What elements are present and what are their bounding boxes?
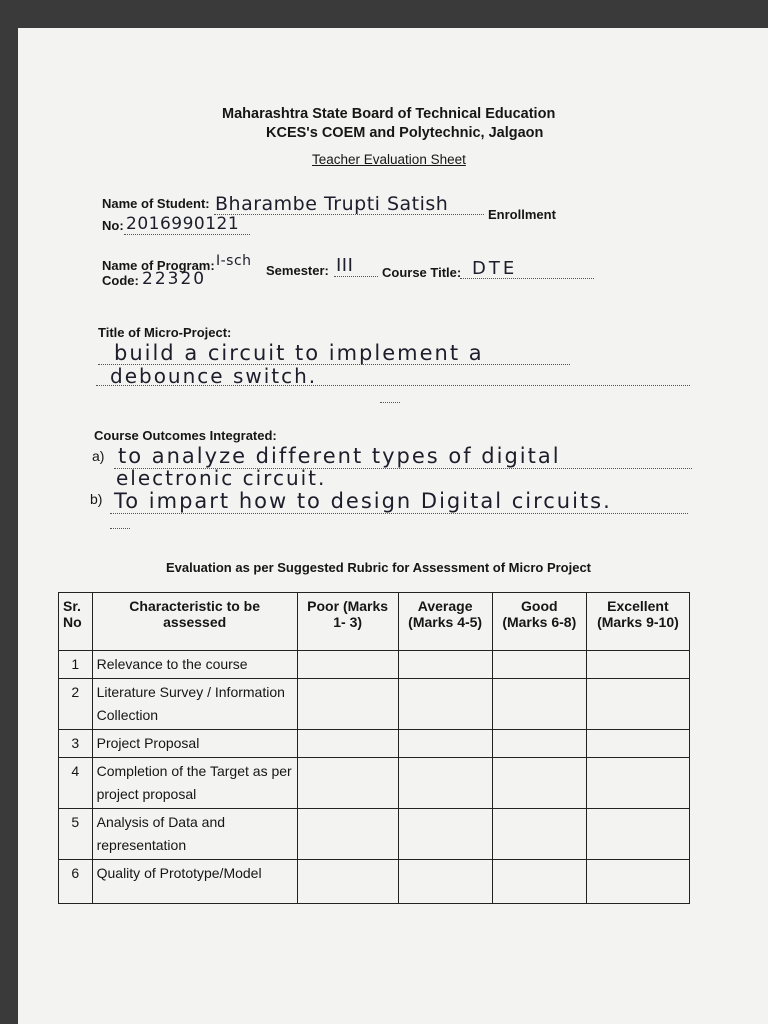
row-characteristic: Analysis of Data and representation xyxy=(92,809,297,860)
header-characteristic: Characteristic to be assessed xyxy=(92,593,297,651)
cell-good[interactable] xyxy=(492,860,586,904)
cell-average[interactable] xyxy=(398,730,492,758)
row-sr: 4 xyxy=(59,758,93,809)
row-characteristic: Literature Survey / Information Collection xyxy=(92,679,297,730)
table-row xyxy=(59,758,690,809)
header-sr: Sr. No xyxy=(59,593,93,651)
program-label: Name of Program: xyxy=(102,258,215,273)
student-name-value: Bharambe Trupti Satish xyxy=(215,193,449,215)
micro-project-title-1: build a circuit to implement a xyxy=(114,341,484,365)
student-name-label: Name of Student: xyxy=(102,196,210,211)
course-title-value: DTE xyxy=(472,258,518,279)
row-characteristic: Quality of Prototype/Model xyxy=(92,860,297,904)
cell-average[interactable] xyxy=(398,809,492,860)
cell-excellent[interactable] xyxy=(586,651,689,679)
outcomes-label: Course Outcomes Integrated: xyxy=(94,428,277,443)
cell-poor[interactable] xyxy=(297,651,398,679)
code-label: Code: xyxy=(102,273,139,288)
code-value: 22320 xyxy=(142,269,207,289)
outcome-a-text-1: to analyze different types of digital xyxy=(118,444,561,468)
outcome-b-text-1: To impart how to design Digital circuits. xyxy=(114,489,612,513)
header-excellent: Excellent (Marks 9-10) xyxy=(586,593,689,651)
rubric-title: Evaluation as per Suggested Rubric for Assessment of Micro Project xyxy=(166,560,592,575)
table-row xyxy=(59,679,690,730)
table-row xyxy=(59,730,690,758)
cell-good[interactable] xyxy=(492,651,586,679)
cell-excellent[interactable] xyxy=(586,679,689,730)
cell-poor[interactable] xyxy=(297,809,398,860)
row-sr: 2 xyxy=(59,679,93,730)
outcome-a-text-2: electronic circuit. xyxy=(116,466,327,490)
outcome-b-marker: b) xyxy=(90,491,103,507)
cell-good[interactable] xyxy=(492,758,586,809)
cell-excellent[interactable] xyxy=(586,860,689,904)
cell-average[interactable] xyxy=(398,758,492,809)
outcome-b-line-2 xyxy=(110,528,130,529)
enrollment-line xyxy=(124,234,250,235)
row-sr: 6 xyxy=(59,860,93,904)
cell-poor[interactable] xyxy=(297,730,398,758)
semester-value: III xyxy=(336,255,354,276)
semester-label: Semester: xyxy=(266,263,329,278)
cell-excellent[interactable] xyxy=(586,809,689,860)
table-row xyxy=(59,860,690,904)
sheet-title: Teacher Evaluation Sheet xyxy=(312,152,466,167)
cell-poor[interactable] xyxy=(297,679,398,730)
row-characteristic: Completion of the Target as per project proposal xyxy=(92,758,297,809)
cell-poor[interactable] xyxy=(297,758,398,809)
outcome-b-line-1 xyxy=(110,513,688,514)
program-value: I-sch xyxy=(216,253,252,269)
semester-line xyxy=(334,276,378,277)
board-name: Maharashtra State Board of Technical Education xyxy=(222,106,556,122)
enrollment-value: 2016990121 xyxy=(126,214,240,234)
micro-project-title-2: debounce switch. xyxy=(110,364,318,388)
cell-good[interactable] xyxy=(492,679,586,730)
rubric-table xyxy=(58,592,690,904)
header-good: Good (Marks 6-8) xyxy=(492,593,586,651)
rubric-header-row xyxy=(59,593,690,651)
micro-project-line-3 xyxy=(380,402,400,403)
cell-average[interactable] xyxy=(398,860,492,904)
cell-average[interactable] xyxy=(398,679,492,730)
cell-good[interactable] xyxy=(492,730,586,758)
outcome-a-marker: a) xyxy=(92,448,105,464)
row-sr: 5 xyxy=(59,809,93,860)
header-poor: Poor (Marks 1- 3) xyxy=(297,593,398,651)
table-row xyxy=(59,809,690,860)
institute-name: KCES's COEM and Polytechnic, Jalgaon xyxy=(266,125,544,141)
course-title-label: Course Title: xyxy=(382,265,462,280)
cell-excellent[interactable] xyxy=(586,730,689,758)
row-characteristic: Project Proposal xyxy=(92,730,297,758)
cell-excellent[interactable] xyxy=(586,758,689,809)
row-characteristic: Relevance to the course xyxy=(92,651,297,679)
row-sr: 1 xyxy=(59,651,93,679)
row-sr: 3 xyxy=(59,730,93,758)
table-row xyxy=(59,651,690,679)
micro-project-label: Title of Micro-Project: xyxy=(98,325,232,340)
cell-average[interactable] xyxy=(398,651,492,679)
enrollment-no-label: No: xyxy=(102,218,124,233)
enrollment-label: Enrollment xyxy=(488,207,556,222)
header-average: Average (Marks 4-5) xyxy=(398,593,492,651)
cell-good[interactable] xyxy=(492,809,586,860)
cell-poor[interactable] xyxy=(297,860,398,904)
